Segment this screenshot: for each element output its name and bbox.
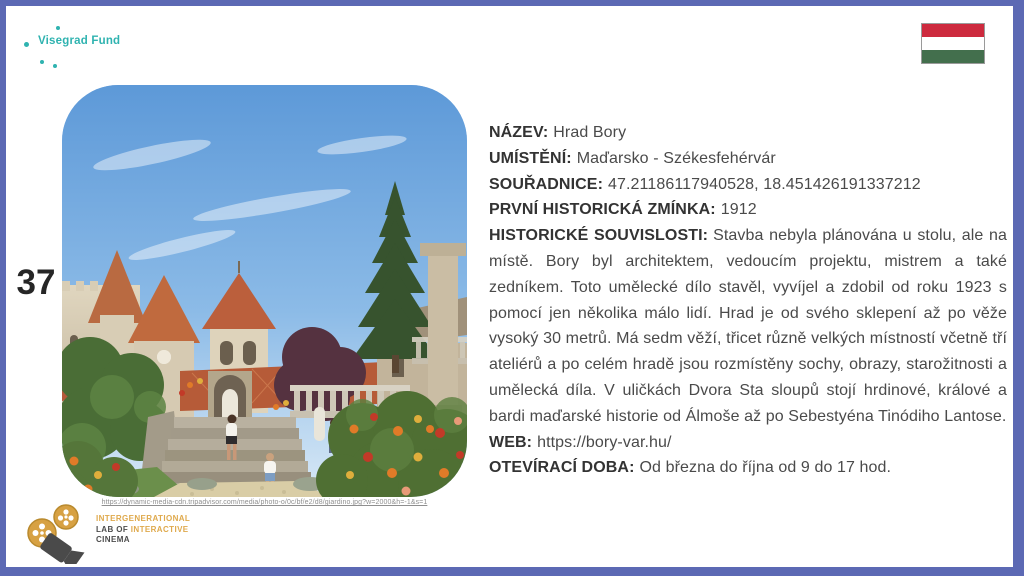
field-label: UMÍSTĚNÍ	[489, 149, 567, 167]
info-field-historicke-souvislosti	[489, 223, 1007, 429]
field-label: NÁZEV	[489, 124, 543, 141]
flag-red-stripe	[922, 24, 984, 37]
info-field-oteviraci-doba	[489, 455, 1007, 481]
field-value: Od března do října od 9 do 17 hod.	[639, 459, 892, 477]
field-separator: :	[702, 227, 709, 245]
field-label: SOUŘADNICE	[489, 175, 598, 193]
visegrad-dot-icon	[24, 42, 29, 47]
slide-number: 37	[16, 263, 56, 302]
field-separator: :	[629, 459, 635, 477]
field-value: 47.21186117940528, 18.451426191337212	[608, 175, 921, 193]
slide-border-left	[0, 0, 6, 576]
lab-logo-line3: CINEMA	[96, 535, 130, 544]
visegrad-dot-icon	[53, 64, 57, 68]
flag-green-stripe	[922, 50, 984, 63]
field-label: OTEVÍRACÍ DOBA	[489, 459, 630, 477]
info-field-nazev	[489, 120, 1007, 146]
info-field-web	[489, 430, 1007, 456]
field-separator: :	[526, 433, 533, 451]
castle-info-block	[489, 120, 1007, 481]
info-field-umisteni	[489, 146, 1007, 172]
field-value: 1912	[720, 201, 757, 219]
field-separator: :	[710, 201, 716, 219]
field-separator: :	[597, 175, 603, 193]
lab-logo-text	[96, 514, 190, 546]
visegrad-fund-logo	[22, 22, 162, 72]
lab-logo-line2: LAB OF INTERACTIVE	[96, 524, 189, 534]
field-value: https://bory-var.hu/	[537, 433, 672, 451]
slide-border-bottom	[0, 567, 1024, 576]
interactive-cinema-lab-logo	[26, 502, 190, 564]
hungary-flag-icon	[922, 24, 984, 63]
castle-photo-illustration	[62, 85, 467, 497]
info-field-prvni-zminka	[489, 197, 1007, 223]
visegrad-fund-label: Visegrad Fund	[38, 35, 121, 47]
field-separator: :	[542, 124, 549, 141]
field-value: Stavba nebyla plánována u stolu, ale na místě. Bory byl architektem, vedoucím projektu, mistrem a také zedníkem. Toto umělecké dílo stavěl, vyvíjel a zdobil od roku 1923 s pomocí jen několika málo lidí. Hrad je od svého sklepení až po věže vysoký 30 metrů. Má sedm věží, třicet různě velkých místností včetně tří ateliérů a po celém hradě jsou rozmístěny sochy, obrazy, starožitnosti a umělecká díla. V uličkách Dvora Sta sloupů stojí hrdinové, králové a bardi maďarské historie od Álmoše až po Sebestyéna Tinódiho Lantose.	[489, 227, 1007, 425]
field-separator: :	[566, 149, 572, 167]
visegrad-dot-icon	[56, 26, 60, 30]
field-label: WEB	[489, 433, 527, 451]
lab-logo-line1: INTERGENERATIONAL	[96, 514, 191, 523]
field-value: Maďarsko - Székesfehérvár	[576, 149, 776, 167]
film-camera-icon	[26, 502, 92, 564]
field-label: HISTORICKÉ SOUVISLOSTI	[489, 227, 703, 245]
info-field-souradnice	[489, 172, 1007, 198]
visegrad-dot-icon	[40, 60, 44, 64]
photo-source-link[interactable]: https://dynamic-media-cdn.tripadvisor.com/media/photo-o/0c/bf/e2/d8/giardino.jpg?w=2000&h=-1&s=1	[101, 499, 428, 506]
field-value: Hrad Bory	[553, 124, 627, 141]
slide-border-top	[0, 0, 1024, 6]
flag-white-stripe	[922, 37, 984, 50]
field-label: PRVNÍ HISTORICKÁ ZMÍNKA	[489, 201, 711, 219]
slide-border-right	[1013, 0, 1024, 576]
castle-photo	[62, 85, 467, 497]
